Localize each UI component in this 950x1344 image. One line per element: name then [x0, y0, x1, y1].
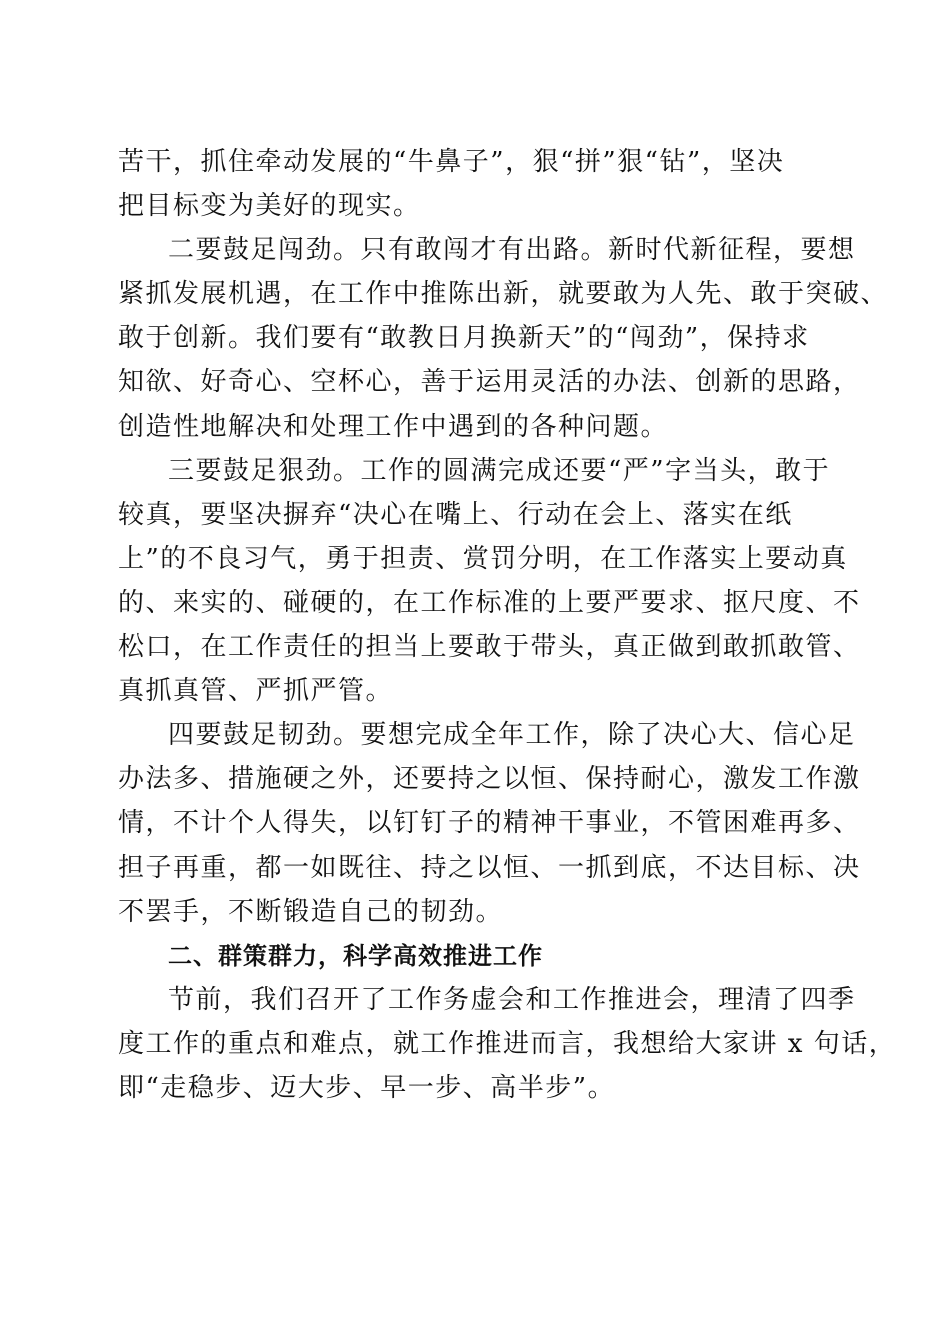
paragraph-line: 情，不计个人得失，以钉钉子的精神干事业，不管困难再多、 — [118, 808, 861, 839]
paragraph-line: 的、来实的、碰硬的，在工作标准的上要严要求、抠尺度、不 — [118, 587, 861, 618]
paragraph-line: 把目标变为美好的现实。 — [118, 191, 421, 222]
paragraph-line: 度工作的重点和难点，就工作推进而言，我想给大家讲 x 句话， — [118, 1028, 897, 1059]
paragraph-line: 苦干，抓住牵动发展的“牛鼻子”，狠“拼”狠“钻”，坚决 — [118, 147, 785, 177]
paragraph-line: 上”的不良习气，勇于担责、赏罚分明，在工作落实上要动真 — [118, 543, 848, 574]
paragraph-line: 不罢手，不断锻造自己的韧劲。 — [118, 896, 504, 927]
section-heading: 二、群策群力，科学高效推进工作 — [168, 941, 543, 970]
paragraph-first-line: 四要鼓足韧劲。要想完成全年工作，除了决心大、信心足 — [168, 720, 856, 751]
paragraph-line: 知欲、好奇心、空杯心，善于运用灵活的办法、创新的思路， — [118, 367, 861, 398]
paragraph-line: 敢于创新。我们要有“敢教日月换新天”的“闯劲”，保持求 — [118, 323, 810, 354]
paragraph-line: 创造性地解决和处理工作中遇到的各种问题。 — [118, 411, 669, 442]
paragraph-first-line: 三要鼓足狠劲。工作的圆满完成还要“严”字当头，敢于 — [168, 455, 831, 486]
paragraph-line: 即“走稳步、迈大步、早一步、高半步”。 — [118, 1072, 616, 1103]
paragraph-line: 较真，要坚决摒弃“决心在嘴上、行动在会上、落实在纸 — [118, 499, 793, 530]
paragraph-line: 担子再重，都一如既往、持之以恒、一抓到底，不达目标、决 — [118, 852, 861, 883]
paragraph-line: 紧抓发展机遇，在工作中推陈出新，就要敢为人先、敢于突破、 — [118, 279, 889, 310]
document-body — [118, 140, 897, 1110]
paragraph-line: 真抓真管、严抓严管。 — [118, 676, 394, 707]
paragraph-first-line: 二要鼓足闯劲。只有敢闯才有出路。新时代新征程，要想 — [168, 235, 856, 266]
paragraph-line: 松口，在工作责任的担当上要敢于带头，真正做到敢抓敢管、 — [118, 632, 861, 663]
paragraph-line: 办法多、措施硬之外，还要持之以恒、保持耐心，激发工作激 — [118, 764, 861, 795]
paragraph-first-line: 节前，我们召开了工作务虚会和工作推进会，理清了四季 — [168, 984, 856, 1015]
